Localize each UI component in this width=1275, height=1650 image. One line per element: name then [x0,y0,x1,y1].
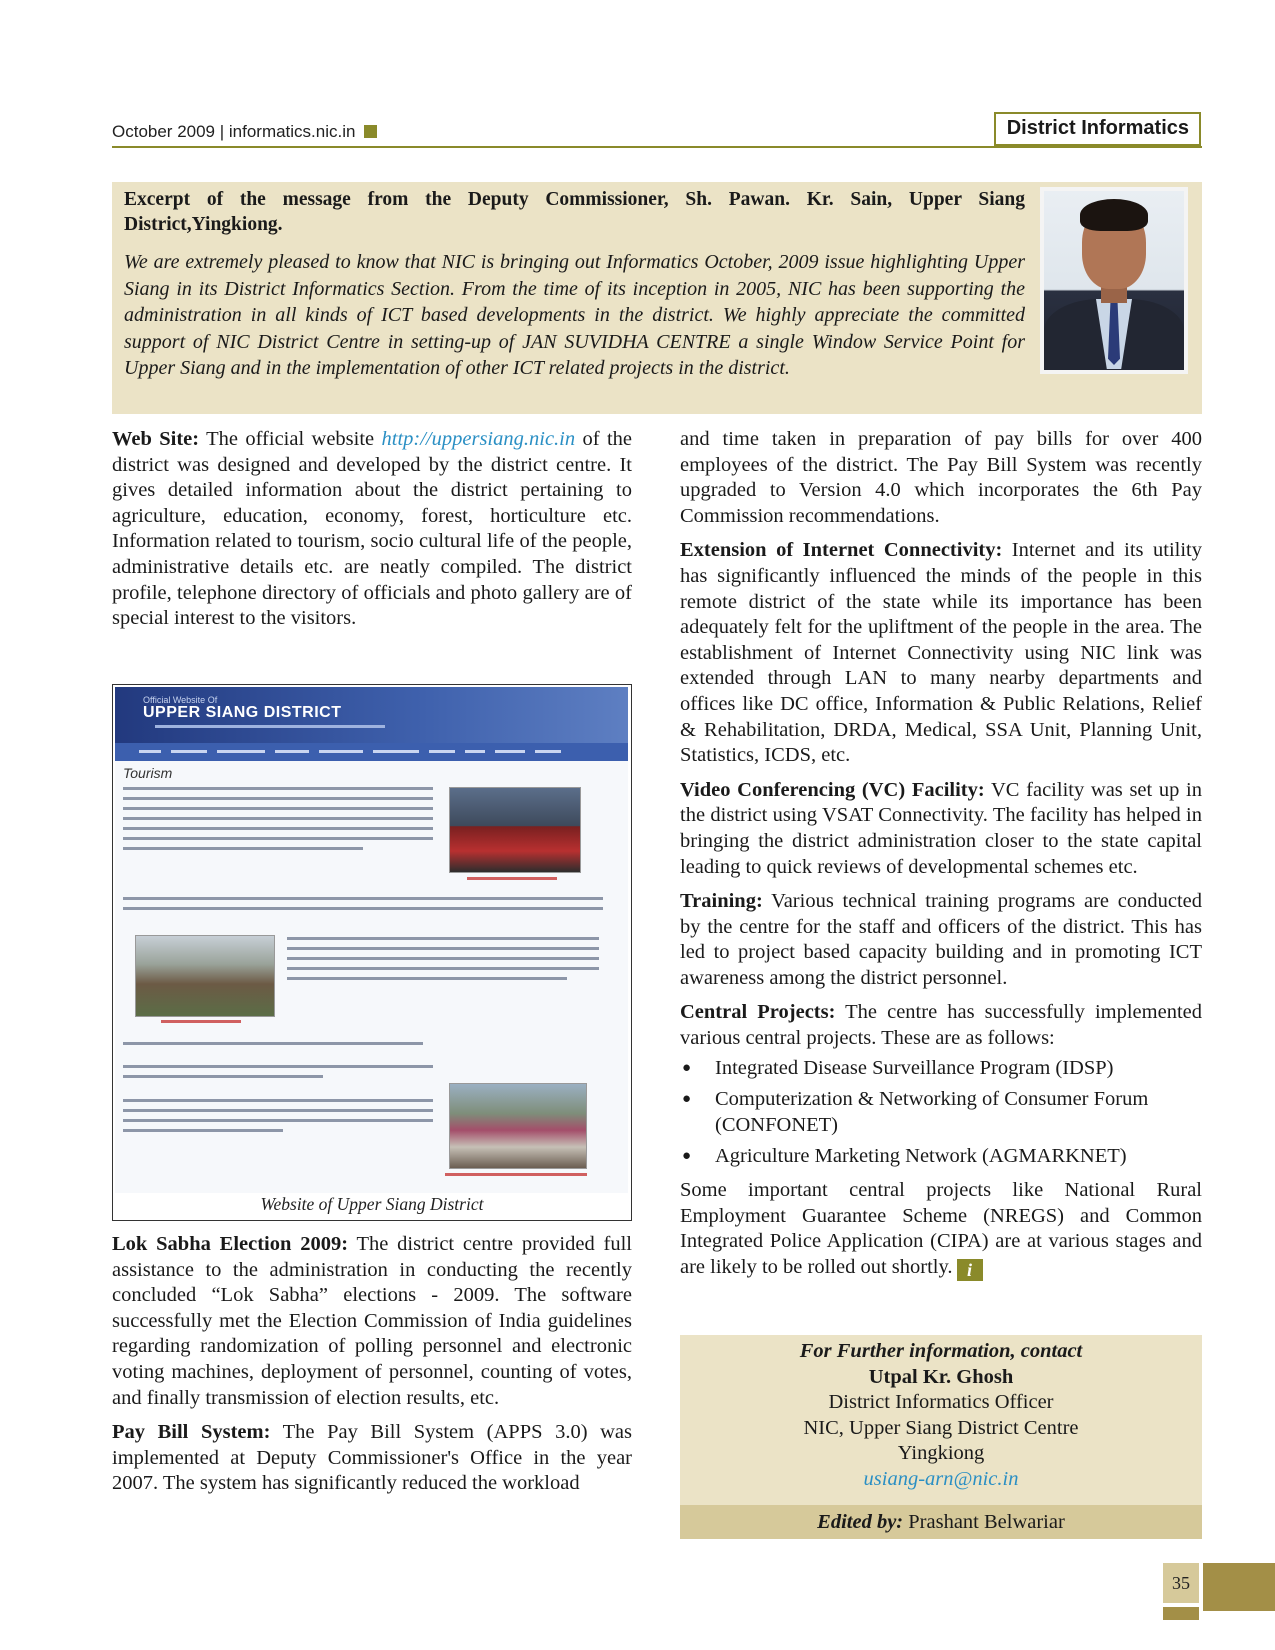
issue-date-site: October 2009 | informatics.nic.in [112,122,356,141]
lok-sabha-text: The district centre provided full assistance to the administration in conducting the recently concluded “Lok Sabha” elections - 2009. The software successfully met the Election Commission of India guidelines regarding randomization of polling personnel and electronic voting machines, deployment of personnel, counting of votes, and finally transmission of election results, etc. [112,1233,632,1409]
edited-by-bar [680,1505,1202,1539]
vc-paragraph [680,778,1202,880]
page-number: 35 [1163,1563,1199,1603]
website-screenshot [115,687,628,1193]
contact-place: Yingkiong [897,1442,985,1465]
header-square-icon [364,125,377,138]
edited-label: Edited by: [817,1511,904,1533]
pay-bill-continued: and time taken in preparation of pay bills for over 400 employees of the district. The Pay Bill System was recently upgraded to Version 4.0 which incorporates the 6th Pay Commission recommendations. [680,428,1202,527]
figure-caption: Website of Upper Siang District [260,1194,484,1214]
contact-email-link[interactable]: usiang-arn@nic.in [863,1467,1019,1490]
left-column-top [112,427,632,641]
message-body: We are extremely pleased to know that NIC is bringing out Informatics October, 2009 issue highlighting Upper Siang in its District Informatics Section. From the time of its inception in 2005, NIC has been supporting the administration in all kinds of ICT based developments in the district. We highly appreciate the committed support of NIC District Centre in setting-up of JAN SUVIDHA CENTRE a single Window Service Point for Upper Siang and in the implementation of other ICT related projects in the district. [124,251,1025,380]
website-pre: The official website [199,428,382,450]
site-nav-bar [115,743,628,761]
list-item: ● Integrated Disease Surveillance Program (IDSP) [680,1056,1202,1082]
closing-paragraph [680,1178,1202,1281]
pay-bill-paragraph [112,1420,632,1497]
list-item: ● Agriculture Marketing Network (AGMARKNET) [680,1144,1202,1170]
training-text: Various technical training programs are conducted by the centre for the staff and officers of the district. This has led to project based capacity building and in promoting ICT awareness among the district personnel. [680,890,1202,989]
pay-bill-text: The Pay Bill System (APPS 3.0) was implemented at Deputy Commissioner's Office in the year 2007. The system has significantly reduced the workload [112,1421,632,1495]
site-photo-crowd [449,1083,587,1169]
site-small-title: Official Website Of [143,695,218,705]
training-paragraph [680,889,1202,991]
internet-text: Internet and its utility has significantly influenced the minds of the people in this remote district of the state while its importance has been adequately felt for the upliftment of the people in the area. The establishment of Internet Connectivity using NIC link was extended through LAN to many nearby departments and offices like DC office, Information & Public Relations, Relief & Rehabilitation, DRDA, Medical, SSA Unit, Planning Unit, Statistics, ICDS, etc. [680,539,1202,767]
site-photo-village [135,935,275,1017]
lok-sabha-label: Lok Sabha Election 2009: [112,1233,349,1255]
lok-sabha-paragraph [112,1232,632,1411]
info-icon: i [957,1259,983,1281]
contact-title: For Further information, contact [799,1340,1083,1362]
right-column [680,427,1202,1290]
page-corner-block [1203,1563,1275,1611]
commissioner-photo [1040,187,1188,374]
left-column-bottom [112,1232,632,1506]
header-issue-line [112,122,377,142]
site-title: UPPER SIANG DISTRICT [143,704,342,721]
closing-text: Some important central projects like National Rural Employment Guarantee Scheme (NREGS) and Common Integrated Police Application (CIPA) are at various stages and are likely to be rolled out shortly. [680,1179,1202,1278]
section-title: District Informatics [994,112,1201,146]
list-item: ● Computerization & Networking of Consumer Forum (CONFONET) [680,1087,1202,1138]
central-label: Central Projects: [680,1001,836,1024]
internet-label: Extension of Internet Connectivity: [680,539,1003,562]
message-title: Excerpt of the message from the Deputy Commissioner, Sh. Pawan. Kr. Sain, Upper Siang District,Yingkiong. [124,189,1025,235]
contact-role: District Informatics Officer [828,1391,1054,1414]
site-photo-dancers [449,787,581,873]
website-post: of the district was designed and developed by the district centre. It gives detailed information about the district pertaining to agriculture, education, economy, forest, horticulture etc. Information related to tourism, socio cultural life of the people, administrative details etc. are neatly compiled. The district profile, telephone directory of officials and photo gallery are of special interest to the visitors. [112,428,632,630]
vc-label: Video Conferencing (VC) Facility: [680,778,985,801]
site-banner [115,687,628,743]
page-corner-strip [1163,1607,1199,1620]
central-projects-list [680,1056,1202,1170]
header-rule [112,146,1202,148]
contact-name: Utpal Kr. Ghosh [868,1365,1014,1388]
website-figure [112,684,632,1221]
website-link[interactable]: http://uppersiang.nic.in [381,428,576,450]
pay-bill-label: Pay Bill System: [112,1421,271,1444]
central-paragraph [680,1000,1202,1051]
central-text: The centre has successfully implemented various central projects. These are as follows: [680,1001,1202,1050]
website-paragraph [112,427,632,632]
website-label: Web Site: [112,428,200,450]
editor-name: Prashant Belwariar [903,1511,1065,1533]
contact-org: NIC, Upper Siang District Centre [803,1416,1079,1439]
internet-paragraph [680,538,1202,768]
vc-text: VC facility was set up in the district using VSAT Connectivity. The facility has helped in bringing the district administration closer to the state capital leading to quick reviews of developmental schemes etc. [680,778,1203,878]
training-label: Training: [680,890,763,913]
site-page-heading: Tourism [123,765,173,781]
